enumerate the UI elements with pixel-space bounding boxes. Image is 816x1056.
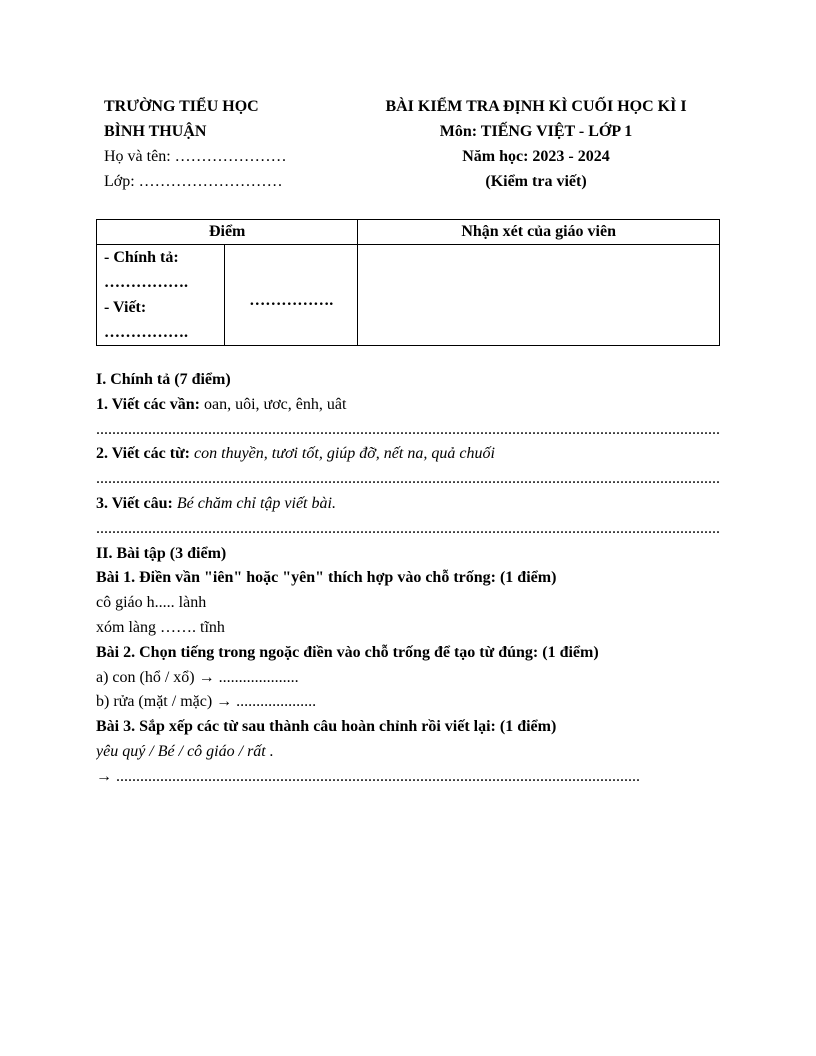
score-breakdown — [97, 245, 225, 346]
exam-title: BÀI KIỂM TRA ĐỊNH KÌ CUỐI HỌC KÌ I — [385, 98, 687, 115]
question-1-text: oan, uôi, ươc, ênh, uât — [199, 395, 347, 413]
question-3-text: Bé chăm chỉ tập viết bài. — [172, 494, 336, 512]
exercise-3-answer-line[interactable]: → ................................................................................................................................... — [96, 767, 640, 785]
school-name-line2: BÌNH THUẬN — [104, 123, 207, 140]
exercise-1-item-1[interactable]: cô giáo h..... lành — [96, 594, 207, 612]
exercise-1-item-2[interactable]: xóm làng ……. tĩnh — [96, 618, 225, 636]
exercise-1-title: Bài 1. Điền vần "iên" hoặc "yên" thích hợp vào chỗ trống: (1 điểm) — [96, 569, 557, 587]
dictation-score-field[interactable]: ……………. — [104, 274, 188, 291]
answer-line-2[interactable]: ............................................................................................................................................................ — [96, 470, 720, 488]
exercise-2-item-a[interactable]: a) con (hổ / xổ) → .................... — [96, 668, 299, 686]
school-info — [104, 96, 344, 196]
section2-title: II. Bài tập (3 điểm) — [96, 544, 227, 562]
answer-line-1[interactable]: ............................................................................................................................................................ — [96, 420, 720, 438]
section1-title: I. Chính tả (7 điểm) — [96, 371, 231, 388]
exercise-3-title: Bài 3. Sắp xếp các từ sau thành câu hoàn chỉnh rồi viết lại: (1 điểm) — [96, 718, 557, 736]
exam-body — [96, 368, 720, 790]
exam-type: (Kiểm tra viết) — [485, 173, 587, 190]
exam-school-year: Năm học: 2023 - 2024 — [462, 148, 610, 165]
answer-line-3[interactable]: ............................................................................................................................................................ — [96, 519, 720, 537]
student-name-field[interactable]: Họ và tên: ………………… — [104, 148, 287, 165]
school-name-line1: TRƯỜNG TIỂU HỌC — [104, 98, 259, 115]
teacher-comment-box[interactable] — [358, 245, 720, 346]
question-3 — [96, 492, 720, 517]
question-2 — [96, 442, 720, 467]
question-2-label: 2. Viết các từ: — [96, 445, 191, 463]
score-header: Điểm — [97, 220, 358, 245]
dictation-score-label: - Chính tả: — [104, 249, 179, 266]
comment-header: Nhận xét của giáo viên — [358, 220, 720, 245]
question-1 — [96, 393, 720, 418]
question-2-text: con thuyền, tươi tốt, giúp đỡ, nết na, quả chuối — [190, 445, 495, 463]
exam-subject: Môn: TIẾNG VIỆT - LỚP 1 — [439, 123, 633, 140]
exercise-3-words: yêu quý / Bé / cô giáo / rất . — [96, 742, 274, 760]
writing-score-label: - Viết: — [104, 299, 147, 316]
exam-info — [350, 96, 722, 196]
student-class-field[interactable]: Lớp: ……………………… — [104, 173, 283, 190]
total-score-field[interactable]: ……………. — [225, 245, 358, 346]
exercise-2-title: Bài 2. Chọn tiếng trong ngoặc điền vào chỗ trống để tạo từ đúng: (1 điểm) — [96, 643, 599, 661]
score-table — [96, 219, 720, 346]
writing-score-field[interactable]: ……………. — [104, 324, 188, 341]
question-3-label: 3. Viết câu: — [96, 494, 173, 512]
question-1-label: 1. Viết các vần: — [96, 395, 200, 413]
exercise-2-item-b[interactable]: b) rửa (mặt / mặc) → .................... — [96, 693, 317, 711]
